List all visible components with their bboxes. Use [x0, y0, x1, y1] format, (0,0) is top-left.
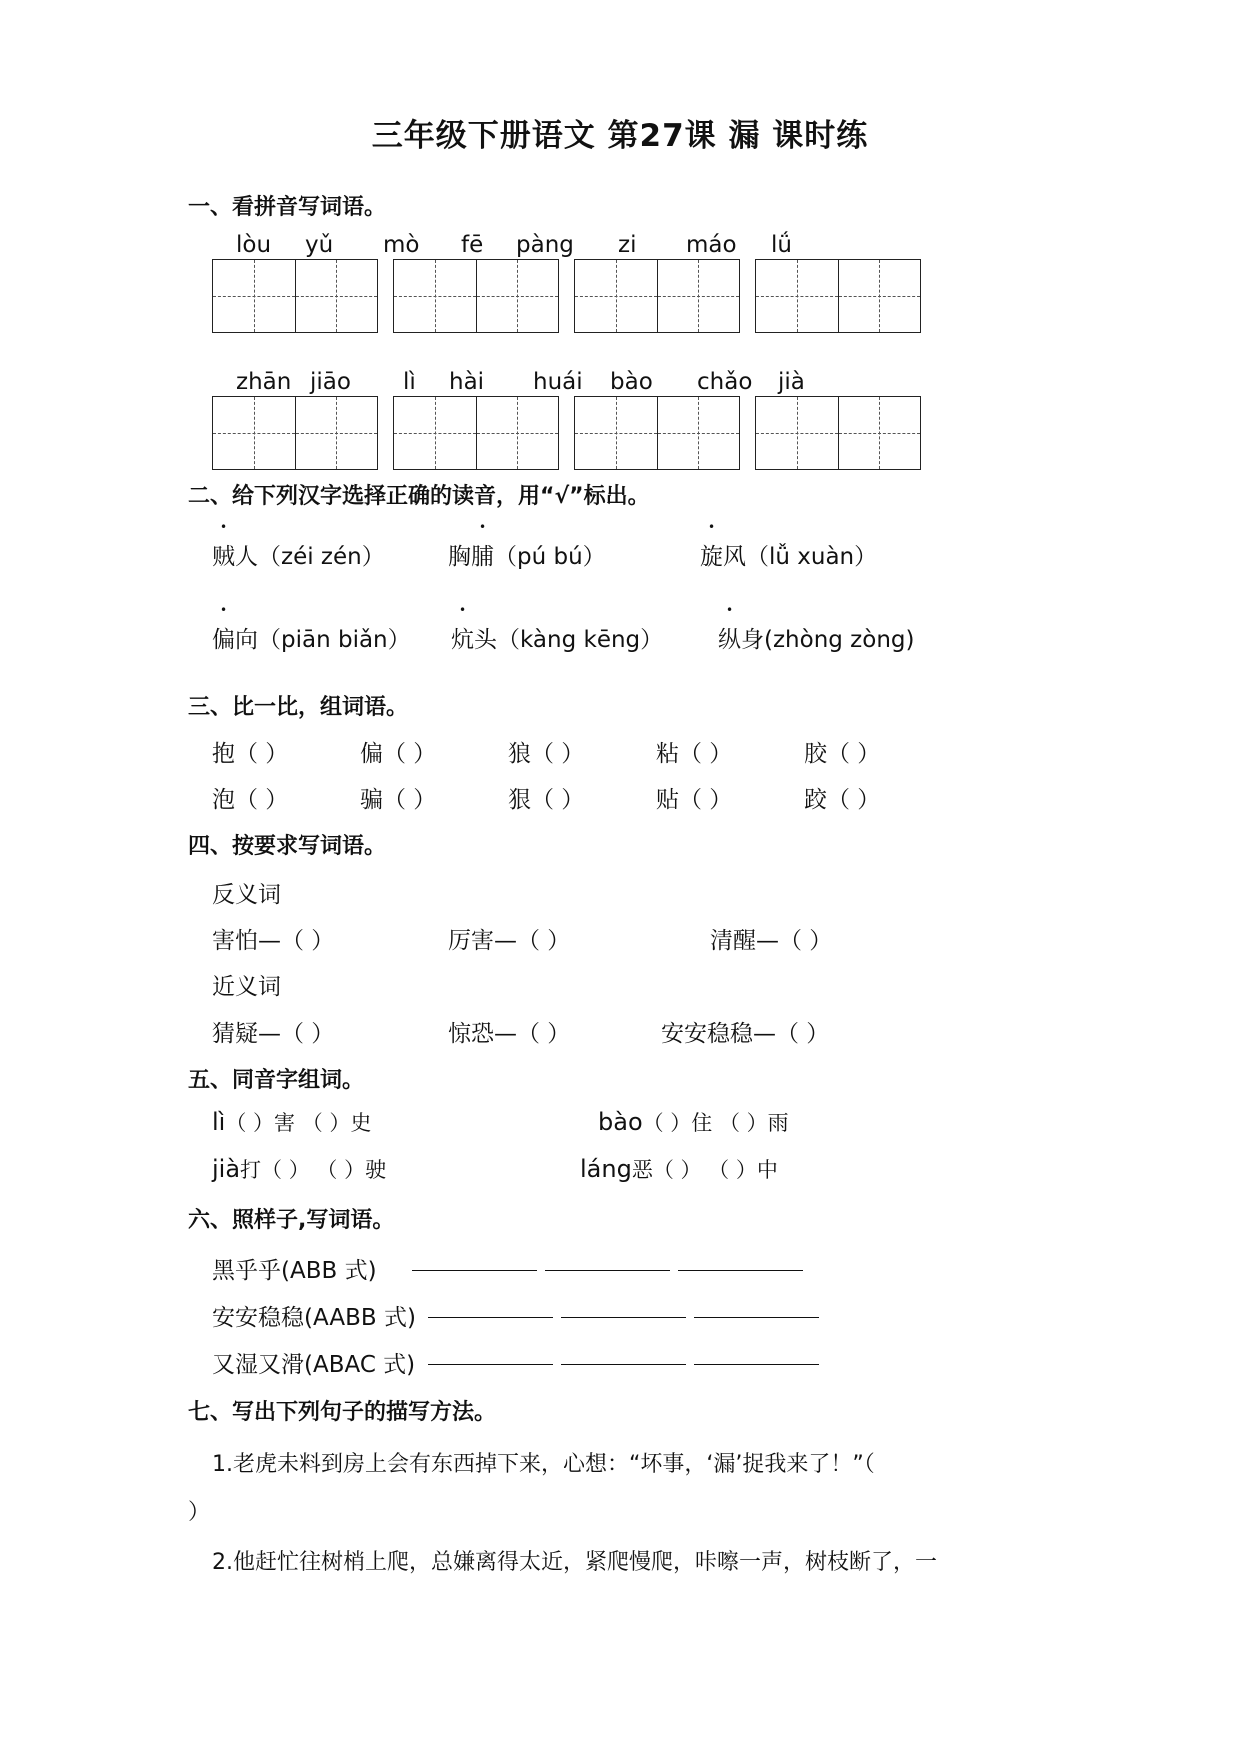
pinyin: zi [618, 232, 637, 258]
writing-grid[interactable] [212, 259, 378, 333]
writing-grid[interactable] [212, 396, 378, 470]
word-item: 安安稳稳—（ ） [661, 1021, 830, 1047]
pinyin: chǎo [697, 369, 753, 395]
answer-lines[interactable] [428, 1346, 827, 1369]
pinyin: lǘ [771, 232, 792, 258]
compare-item: 跤（ ） [804, 787, 881, 813]
word-item: 猜疑—（ ） [212, 1021, 335, 1047]
compare-item: 狼（ ） [508, 741, 585, 767]
writing-grid[interactable] [755, 259, 921, 333]
pinyin: jiāo [310, 369, 351, 395]
homophone-item: jià打（ ） （ ）驶 [212, 1155, 387, 1183]
homophone-item: lì（ ）害 （ ）史 [212, 1108, 372, 1136]
reading-item: 贼人（zéi zén） [212, 538, 385, 571]
reading-item: 旋风（lǚ xuàn） [700, 538, 877, 571]
compare-item: 偏（ ） [360, 741, 437, 767]
writing-grid[interactable] [393, 396, 559, 470]
compare-item: 胶（ ） [804, 741, 881, 767]
antonym-label: 反义词 [212, 882, 281, 908]
section-3-heading: 三、比一比，组词语。 [188, 695, 409, 720]
question-1: 1.老虎未料到房上会有东西掉下来，心想：“坏事，‘漏’捉我来了！”（ [212, 1452, 875, 1477]
compare-item: 贴（ ） [656, 787, 733, 813]
writing-grid[interactable] [574, 396, 740, 470]
dotted-char: 偏 [212, 627, 235, 653]
reading-item: 纵身(zhòng zòng) [718, 621, 914, 654]
compare-item: 狠（ ） [508, 787, 585, 813]
dotted-char: 炕 [451, 627, 474, 653]
compare-item: 泡（ ） [212, 787, 289, 813]
compare-item: 粘（ ） [656, 741, 733, 767]
writing-grid[interactable] [393, 259, 559, 333]
pinyin: máo [686, 232, 737, 258]
dotted-char: 纵 [718, 627, 741, 653]
synonym-label: 近义词 [212, 974, 281, 1000]
answer-lines[interactable] [412, 1252, 811, 1275]
word-item: 厉害—（ ） [448, 928, 571, 954]
section-6-heading: 六、照样子,写词语。 [188, 1208, 395, 1233]
dotted-char: 贼 [212, 544, 235, 570]
page-title: 三年级下册语文 第27课 漏 课时练 [371, 118, 869, 154]
pinyin: pàng [516, 232, 574, 258]
pinyin: huái [533, 369, 583, 395]
pinyin: lòu [236, 232, 272, 258]
writing-grid[interactable] [574, 259, 740, 333]
pattern-item: 安安稳稳(AABB 式) [212, 1305, 416, 1331]
pinyin: fē [461, 232, 484, 258]
section-1-heading: 一、看拼音写词语。 [188, 195, 387, 220]
section-2-heading: 二、给下列汉字选择正确的读音，用“√”标出。 [188, 484, 650, 509]
homophone-item: láng恶（ ） （ ）中 [580, 1155, 778, 1183]
pinyin: jià [778, 369, 805, 395]
dotted-char: 脯 [471, 544, 494, 570]
reading-item: 炕头（kàng kēng） [451, 621, 663, 654]
word-item: 惊恐—（ ） [448, 1021, 571, 1047]
pattern-item: 黑乎乎(ABB 式) [212, 1258, 377, 1284]
pinyin: hài [449, 369, 485, 395]
reading-item: 胸脯（pú bú） [448, 538, 606, 571]
answer-lines[interactable] [428, 1299, 827, 1322]
word-item: 清醒—（ ） [710, 928, 833, 954]
section-5-heading: 五、同音字组词。 [188, 1068, 365, 1093]
pattern-item: 又湿又滑(ABAC 式) [212, 1352, 416, 1378]
pinyin: mò [383, 232, 420, 258]
compare-item: 抱（ ） [212, 741, 289, 767]
dotted-char: 旋 [700, 544, 723, 570]
homophone-item: bào（ ）住 （ ）雨 [598, 1108, 789, 1136]
pinyin: yǔ [305, 232, 334, 258]
section-4-heading: 四、按要求写词语。 [188, 834, 387, 859]
question-2: 2.他赶忙往树梢上爬，总嫌离得太近，紧爬慢爬，咔嚓一声，树枝断了，一 [212, 1550, 937, 1575]
pinyin: lì [403, 369, 416, 395]
compare-item: 骗（ ） [360, 787, 437, 813]
word-item: 害怕—（ ） [212, 928, 335, 954]
pinyin: zhān [236, 369, 292, 395]
writing-grid[interactable] [755, 396, 921, 470]
pinyin: bào [610, 369, 653, 395]
question-1-end: ） [188, 1500, 211, 1525]
reading-item: 偏向（piān biǎn） [212, 621, 411, 654]
section-7-heading: 七、写出下列句子的描写方法。 [188, 1400, 497, 1425]
